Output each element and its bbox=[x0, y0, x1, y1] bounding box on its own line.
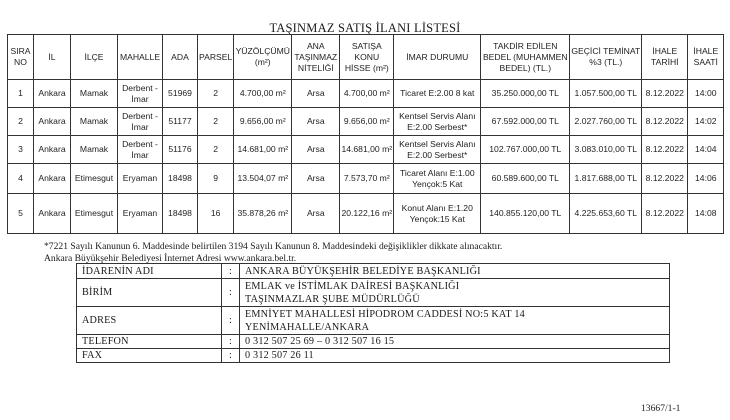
info-separator: : bbox=[222, 307, 240, 335]
cell-tarih: 8.12.2022 bbox=[642, 164, 688, 194]
cell-teminat: 2.027.760,00 TL bbox=[570, 108, 642, 136]
info-value bbox=[240, 349, 670, 363]
info-row-fax bbox=[77, 349, 670, 363]
info-separator: : bbox=[222, 279, 240, 307]
cell-il: Ankara bbox=[34, 164, 71, 194]
cell-tarih: 8.12.2022 bbox=[642, 136, 688, 164]
cell-sira: 4 bbox=[8, 164, 34, 194]
cell-ilce: Mamak bbox=[71, 80, 118, 108]
cell-teminat: 4.225.653,60 TL bbox=[570, 194, 642, 234]
table-row bbox=[8, 80, 724, 108]
cell-yuzolcumu: 14.681,00 m² bbox=[234, 136, 292, 164]
cell-tarih: 8.12.2022 bbox=[642, 194, 688, 234]
table-row bbox=[8, 194, 724, 234]
header-ana-tasinmaz: ANA TAŞINMAZ NİTELİĞİ bbox=[292, 35, 340, 80]
cell-nitelik: Arsa bbox=[292, 80, 340, 108]
cell-yuzolcumu: 4.700,00 m² bbox=[234, 80, 292, 108]
website-note: Ankara Büyükşehir Belediyesi İnternet Adresi www.ankara.bel.tr. bbox=[44, 253, 297, 264]
table-row bbox=[8, 136, 724, 164]
document-title: TAŞINMAZ SATIŞ İLANI LİSTESİ bbox=[269, 21, 461, 35]
administration-info-table bbox=[76, 263, 670, 363]
cell-il: Ankara bbox=[34, 80, 71, 108]
cell-il: Ankara bbox=[34, 136, 71, 164]
cell-saat: 14:04 bbox=[688, 136, 724, 164]
cell-ilce: Etimesgut bbox=[71, 194, 118, 234]
info-value bbox=[240, 307, 670, 335]
header-ada: ADA bbox=[163, 35, 198, 80]
header-ihale-saati: İHALE SAATİ bbox=[688, 35, 724, 80]
cell-sira: 3 bbox=[8, 136, 34, 164]
cell-tarih: 8.12.2022 bbox=[642, 80, 688, 108]
cell-nitelik: Arsa bbox=[292, 108, 340, 136]
header-mahalle: MAHALLE bbox=[118, 35, 163, 80]
cell-saat: 14:08 bbox=[688, 194, 724, 234]
cell-il: Ankara bbox=[34, 194, 71, 234]
cell-yuzolcumu: 13.504,07 m² bbox=[234, 164, 292, 194]
cell-imar: Ticaret Alanı E:1.00 Yençok:5 Kat bbox=[394, 164, 481, 194]
cell-bedel: 102.767.000,00 TL bbox=[481, 136, 570, 164]
cell-imar: Kentsel Servis Alanı E:2.00 Serbest* bbox=[394, 136, 481, 164]
header-takdir-bedel: TAKDİR EDİLEN BEDEL (MUHAMMEN BEDEL) (TL.) bbox=[481, 35, 570, 80]
cell-hisse: 4.700,00 m² bbox=[340, 80, 394, 108]
info-value bbox=[240, 335, 670, 349]
info-row-adres bbox=[77, 307, 670, 335]
info-value-line: ANKARA BÜYÜKŞEHİR BELEDİYE BAŞKANLIĞI bbox=[245, 265, 481, 277]
cell-bedel: 140.855.120,00 TL bbox=[481, 194, 570, 234]
cell-hisse: 14.681,00 m² bbox=[340, 136, 394, 164]
cell-ada: 51176 bbox=[163, 136, 198, 164]
cell-ilce: Mamak bbox=[71, 136, 118, 164]
cell-nitelik: Arsa bbox=[292, 194, 340, 234]
cell-parsel: 2 bbox=[198, 80, 234, 108]
header-satisa-konu: SATIŞA KONU HİSSE (m²) bbox=[340, 35, 394, 80]
info-value-line: 0 312 507 25 69 – 0 312 507 16 15 bbox=[245, 336, 395, 347]
header-sira-no: SIRA NO bbox=[8, 35, 34, 80]
header-gecici-teminat: GEÇİCİ TEMİNAT %3 (TL.) bbox=[570, 35, 642, 80]
cell-ada: 51969 bbox=[163, 80, 198, 108]
info-value bbox=[240, 264, 670, 279]
info-value-line: TAŞINMAZLAR ŞUBE MÜDÜRLÜĞÜ bbox=[245, 293, 420, 305]
cell-teminat: 3.083.010,00 TL bbox=[570, 136, 642, 164]
cell-parsel: 2 bbox=[198, 136, 234, 164]
info-separator: : bbox=[222, 335, 240, 349]
info-value bbox=[240, 279, 670, 307]
reference-number: 13667/1-1 bbox=[641, 403, 681, 414]
cell-parsel: 2 bbox=[198, 108, 234, 136]
cell-ilce: Etimesgut bbox=[71, 164, 118, 194]
cell-imar: Kentsel Servis Alanı E:2.00 Serbest* bbox=[394, 108, 481, 136]
cell-ada: 18498 bbox=[163, 164, 198, 194]
cell-mahalle: Derbent - İmar bbox=[118, 80, 163, 108]
info-value-line: 0 312 507 26 11 bbox=[245, 350, 314, 361]
cell-mahalle: Derbent - İmar bbox=[118, 136, 163, 164]
header-ihale-tarihi: İHALE TARİHİ bbox=[642, 35, 688, 80]
info-label: ADRES bbox=[77, 307, 222, 335]
cell-ada: 18498 bbox=[163, 194, 198, 234]
info-separator: : bbox=[222, 349, 240, 363]
cell-teminat: 1.057.500,00 TL bbox=[570, 80, 642, 108]
cell-saat: 14:02 bbox=[688, 108, 724, 136]
table-header-row bbox=[8, 35, 724, 80]
cell-bedel: 60.589.600,00 TL bbox=[481, 164, 570, 194]
cell-nitelik: Arsa bbox=[292, 136, 340, 164]
cell-imar: Konut Alanı E:1.20 Yençok:15 Kat bbox=[394, 194, 481, 234]
header-yuzolcumu: YÜZÖLÇÜMÜ (m²) bbox=[234, 35, 292, 80]
info-separator: : bbox=[222, 264, 240, 279]
cell-hisse: 7.573,70 m² bbox=[340, 164, 394, 194]
property-sale-table bbox=[7, 34, 724, 234]
cell-yuzolcumu: 35.878,26 m² bbox=[234, 194, 292, 234]
cell-saat: 14:06 bbox=[688, 164, 724, 194]
header-parsel: PARSEL bbox=[198, 35, 234, 80]
cell-nitelik: Arsa bbox=[292, 164, 340, 194]
cell-sira: 5 bbox=[8, 194, 34, 234]
table-row bbox=[8, 164, 724, 194]
header-imar-durumu: İMAR DURUMU bbox=[394, 35, 481, 80]
cell-teminat: 1.817.688,00 TL bbox=[570, 164, 642, 194]
cell-hisse: 20.122,16 m² bbox=[340, 194, 394, 234]
cell-sira: 1 bbox=[8, 80, 34, 108]
cell-ilce: Mamak bbox=[71, 108, 118, 136]
cell-sira: 2 bbox=[8, 108, 34, 136]
cell-parsel: 9 bbox=[198, 164, 234, 194]
info-label: FAX bbox=[77, 349, 222, 363]
cell-ada: 51177 bbox=[163, 108, 198, 136]
cell-bedel: 35.250.000,00 TL bbox=[481, 80, 570, 108]
info-label: BİRİM bbox=[77, 279, 222, 307]
cell-saat: 14:00 bbox=[688, 80, 724, 108]
info-row-idare bbox=[77, 264, 670, 279]
header-il: İL bbox=[34, 35, 71, 80]
cell-yuzolcumu: 9.656,00 m² bbox=[234, 108, 292, 136]
header-ilce: İLÇE bbox=[71, 35, 118, 80]
info-row-birim bbox=[77, 279, 670, 307]
cell-parsel: 16 bbox=[198, 194, 234, 234]
info-value-line: EMLAK ve İSTİMLAK DAİRESİ BAŞKANLIĞI bbox=[245, 280, 460, 292]
cell-mahalle: Eryaman bbox=[118, 164, 163, 194]
cell-il: Ankara bbox=[34, 108, 71, 136]
cell-tarih: 8.12.2022 bbox=[642, 108, 688, 136]
info-value-line: EMNİYET MAHALLESİ HİPODROM CADDESİ NO:5 KAT 14 bbox=[245, 308, 525, 320]
cell-mahalle: Derbent - İmar bbox=[118, 108, 163, 136]
cell-imar: Ticaret E:2.00 8 kat bbox=[394, 80, 481, 108]
info-row-telefon bbox=[77, 335, 670, 349]
cell-bedel: 67.592.000,00 TL bbox=[481, 108, 570, 136]
cell-hisse: 9.656,00 m² bbox=[340, 108, 394, 136]
info-label: İDARENİN ADI bbox=[77, 264, 222, 279]
info-label: TELEFON bbox=[77, 335, 222, 349]
info-value-line: YENİMAHALLE/ANKARA bbox=[245, 321, 370, 333]
cell-mahalle: Eryaman bbox=[118, 194, 163, 234]
table-row bbox=[8, 108, 724, 136]
law-note: *7221 Sayılı Kanunun 6. Maddesinde belirtilen 3194 Sayılı Kanunun 8. Maddesindeki değişiklikler dikkate alınacaktır. bbox=[44, 241, 503, 252]
